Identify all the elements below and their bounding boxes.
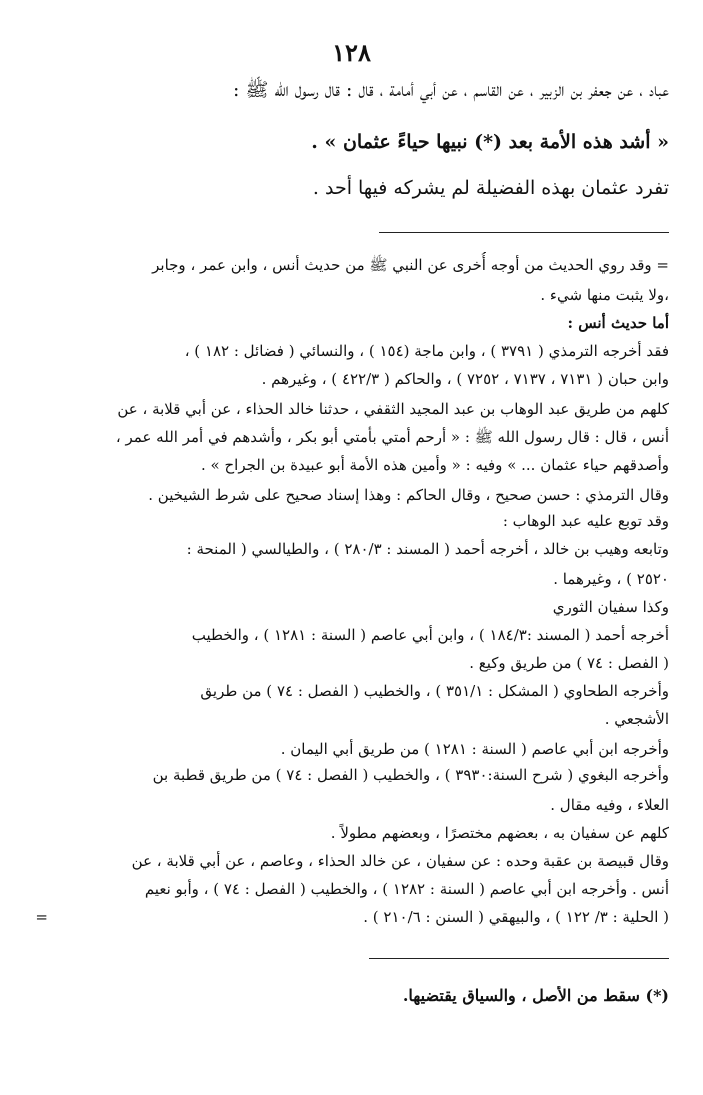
note-line: وأصدقهم حياء عثمان ... » وفيه : « وأمين هذه الأمة أبو عبيدة بن الجراح » . [201, 456, 669, 474]
note-line: الأشجعي . [604, 710, 669, 728]
note-line: كلهم من طريق عبد الوهاب بن عبد المجيد الثقفي ، حدثنا خالد الحذاء ، عن أبي قلابة ، عن [117, 400, 669, 418]
note-line: فقد أخرجه الترمذي ( ٣٧٩١ ) ، وابن ماجة (١٥٤ ) ، والنسائي ( فضائل : ١٨٢ ) ، [184, 342, 669, 360]
note-line: ٢٥٢٠ ) ، وغيرهما . [553, 570, 669, 588]
hadith-text: « أشد هذه الأمة بعد (*) نبيها حياءً عثمان » . [311, 131, 669, 153]
note-line: أنس . وأخرجه ابن أبي عاصم ( السنة : ١٢٨٢ ) ، والخطيب ( الفصل : ٧٤ ) ، وأبو نعيم [144, 880, 669, 898]
footnote-divider [369, 958, 669, 959]
note-line: وتابعه وهيب بن خالد ، أخرجه أحمد ( المسند : ٢٨٠/٣ ) ، والطيالسي ( المنحة : [186, 540, 669, 558]
note-heading: أما حديث أنس : [567, 314, 669, 332]
note-line: كلهم عن سفيان به ، بعضهم مختصرًا ، وبعضهم مطولاً . [330, 824, 669, 842]
note-line: ( الفصل : ٧٤ ) من طريق وكيع . [469, 654, 669, 672]
continuation-mark: = [35, 908, 48, 926]
notes-divider [379, 232, 669, 233]
main-text-line: تفرد عثمان بهذه الفضيلة لم يشركه فيها أحد . [312, 177, 669, 199]
page-number: ١٢٨ [332, 38, 371, 67]
note-line: وأخرجه الطحاوي ( المشكل : ٣٥١/١ ) ، والخطيب ( الفصل : ٧٤ ) من طريق [200, 682, 669, 700]
footnote: (*) سقط من الأصل ، والسياق يقتضيها. [402, 986, 669, 1005]
note-line: أنس ، قال : قال رسول الله ﷺ : « أرحم أمتي بأمتي أبو بكر ، وأشدهم في أمر الله عمر ، [115, 428, 669, 446]
main-text-line: عباد ، عن جعفر بن الزبير ، عن القاسم ، عن أبي أمامة ، قال : قال رسول الله ﷺ : [233, 79, 669, 101]
note-line: ( الحلية : ٣/ ١٢٢ ) ، والبيهقي ( السنن : ٢١٠/٦ ) . [363, 908, 669, 926]
note-line: وقال قبيصة بن عقبة وحده : عن سفيان ، عن خالد الحذاء ، وعاصم ، عن أبي قلابة ، عن [131, 852, 669, 870]
note-line: وكذا سفيان الثوري [552, 598, 669, 616]
note-line: وقال الترمذي : حسن صحيح ، وقال الحاكم : وهذا إسناد صحيح على شرط الشيخين . [148, 486, 669, 504]
note-line: ،ولا يثبت منها شيء . [540, 286, 669, 304]
note-line: وابن حبان ( ٧١٣١ ، ٧١٣٧ ، ٧٢٥٢ ) ، والحاكم ( ٤٢٢/٣ ) ، وغيرهم . [261, 370, 669, 388]
note-line: وقد توبع عليه عبد الوهاب : [502, 512, 669, 530]
note-line: = وقد روي الحديث من أوجه أُخرى عن النبي ﷺ من حديث أنس ، وابن عمر ، وجابر [152, 256, 669, 274]
note-line: وأخرجه ابن أبي عاصم ( السنة : ١٢٨١ ) من طريق أبي اليمان . [280, 740, 669, 758]
note-line: العلاء ، وفيه مقال . [550, 796, 669, 814]
note-line: أخرجه أحمد ( المسند :١٨٤/٣ ) ، وابن أبي عاصم ( السنة : ١٢٨١ ) ، والخطيب [191, 626, 669, 644]
note-line: وأخرجه البغوي ( شرح السنة:٣٩٣٠ ) ، والخطيب ( الفصل : ٧٤ ) من طريق قطبة بن [152, 766, 669, 784]
